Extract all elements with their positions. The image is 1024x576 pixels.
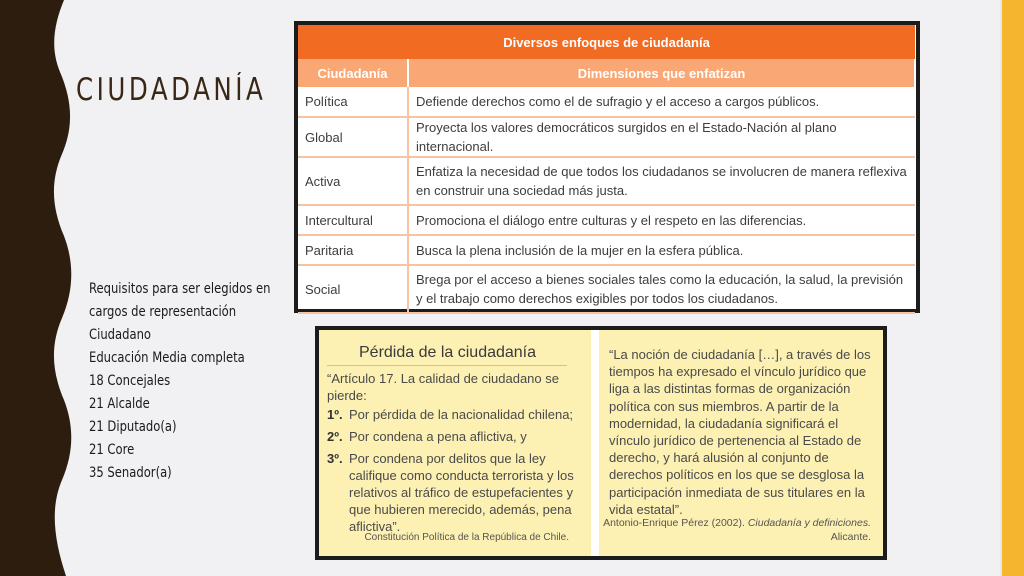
table-row [298, 235, 915, 265]
row-description: Proyecta los valores democráticos surgidos en el Estado-Nación al plano internacional. [408, 117, 915, 157]
panel-title: Pérdida de la ciudadanía [359, 344, 537, 361]
requirements-line: cargos de representación [89, 304, 237, 320]
row-type: Global [298, 117, 408, 157]
requirements-list [89, 278, 273, 485]
item-number: 3º. [327, 451, 343, 466]
article-intro: “Artículo 17. La calidad de ciudadano se pierde: [327, 371, 559, 403]
table-row [298, 117, 915, 157]
row-type: Paritaria [298, 235, 408, 265]
item-number: 2º. [327, 429, 343, 444]
item-text: Por pérdida de la nacionalidad chilena; [349, 407, 574, 422]
wavy-left-border [0, 0, 80, 576]
constitution-panel [319, 330, 591, 556]
panel-title-rule [327, 365, 567, 366]
item-text: Por condena por delitos que la ley califique como conducta terrorista y los relativos al tráfico de estupefacientes y que hubieren merecido, además, pena aflictiva”. [349, 451, 574, 534]
citizenship-approaches-table [298, 25, 916, 309]
source-author: Antonio-Enrique Pérez (2002). [603, 517, 745, 529]
quote-panel [599, 330, 883, 556]
citizenship-quote: “La noción de ciudadanía […], a través de los tiempos ha expresado el vínculo jurídico que liga a las distintas formas de organización política con sus miembros. A partir de la modernidad, la ciudadanía significará el vínculo jurídico de pertenencia al Estado de derecho, y hará alusión al conjunto de derechos políticos en los que se desglosa la participación inmediata de sus titulares en la vida estatal”. [609, 347, 871, 517]
requirements-line: 18 Concejales [89, 373, 171, 389]
quote-source [603, 516, 871, 544]
table-caption: Diversos enfoques de ciudadanía [298, 25, 915, 59]
requirements-line: Requisitos para ser elegidos en [89, 281, 271, 297]
row-description: Promociona el diálogo entre culturas y el respeto en las diferencias. [408, 205, 915, 235]
requirements-line: Ciudadano [89, 327, 152, 343]
requirements-line: 21 Core [89, 442, 135, 458]
column-header-citizenship: Ciudadanía [298, 59, 408, 87]
row-description: Brega por el acceso a bienes sociales tales como la educación, la salud, la previsión y el trabajo como derechos exigibles por todos los ciudadanos. [408, 265, 915, 313]
item-number: 1º. [327, 407, 343, 422]
table-row [298, 87, 915, 117]
row-type: Social [298, 265, 408, 313]
row-type: Política [298, 87, 408, 117]
table-row [298, 265, 915, 313]
right-accent-stripe [1002, 0, 1024, 576]
row-type: Intercultural [298, 205, 408, 235]
slide-title: CIUDADANÍA [76, 72, 267, 108]
requirements-line: Educación Media completa [89, 350, 245, 366]
requirements-line: 21 Alcalde [89, 396, 150, 412]
constitution-source: Constitución Política de la República de Chile. [364, 532, 569, 543]
column-header-dimensions: Dimensiones que enfatizan [408, 59, 915, 87]
source-place: Alicante. [830, 531, 871, 543]
requirements-line: 35 Senador(a) [89, 465, 172, 481]
requirements-line: 21 Diputado(a) [89, 419, 177, 435]
row-description: Defiende derechos como el de sufragio y el acceso a cargos públicos. [408, 87, 915, 117]
table-row [298, 157, 915, 205]
item-text: Por condena a pena aflictiva, y [349, 429, 527, 444]
row-description: Busca la plena inclusión de la mujer en la esfera pública. [408, 235, 915, 265]
loss-of-citizenship-box [319, 330, 883, 556]
table-row [298, 205, 915, 235]
row-type: Activa [298, 157, 408, 205]
row-description: Enfatiza la necesidad de que todos los ciudadanos se involucren de manera reflexiva en construir una sociedad más justa. [408, 157, 915, 205]
source-title: Ciudadanía y definiciones. [747, 517, 871, 529]
